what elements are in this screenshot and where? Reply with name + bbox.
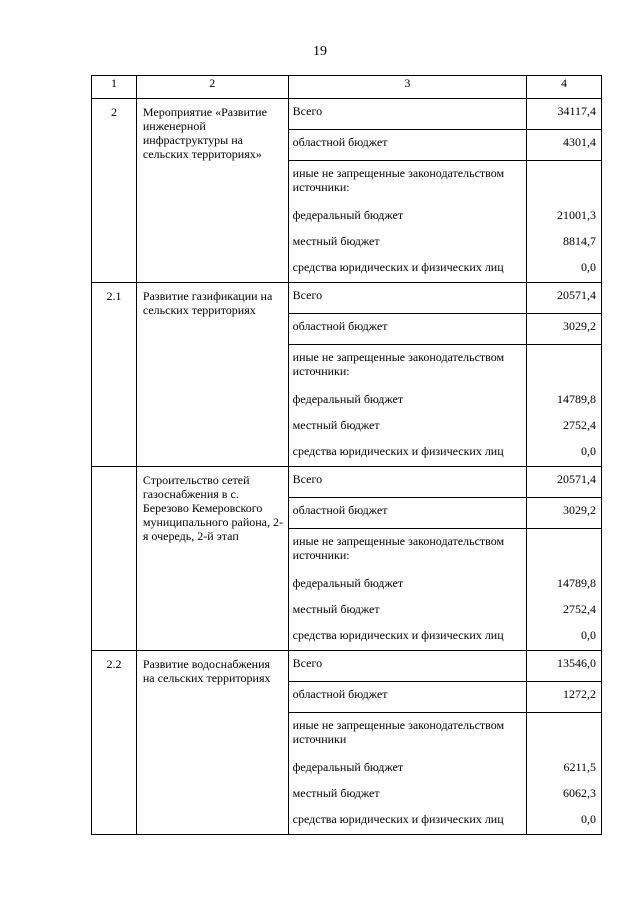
section-number: 2 xyxy=(92,99,137,283)
source-total-value: 20571,4 xyxy=(527,467,602,498)
source-regional-label: областной бюджет xyxy=(288,130,526,161)
source-total-label: Всего xyxy=(288,651,526,682)
source-legal-value: 0,0 xyxy=(581,260,596,274)
section-name: Мероприятие «Развитие инженерной инфраструктуры на сельских территориях» xyxy=(136,99,288,283)
header-col-1: 1 xyxy=(92,76,137,99)
source-total-value: 13546,0 xyxy=(527,651,602,682)
source-breakdown-values xyxy=(527,529,602,651)
source-total-value: 20571,4 xyxy=(527,283,602,314)
source-legal-value: 0,0 xyxy=(581,444,596,458)
section-name: Развитие водоснабжения на сельских территориях xyxy=(136,651,288,835)
source-regional-value: 3029,2 xyxy=(527,498,602,529)
source-other-spacer xyxy=(531,166,596,208)
source-other-spacer xyxy=(531,534,596,576)
source-breakdown-cell xyxy=(288,529,526,651)
source-local-label: местный бюджет xyxy=(292,602,380,616)
source-other-label: иные не запрещенные законодательством источники: xyxy=(292,534,505,562)
source-local-value: 6062,3 xyxy=(563,786,596,800)
header-col-4: 4 xyxy=(527,76,602,99)
source-other-label: иные не запрещенные законодательством источники xyxy=(292,718,505,746)
section-name: Строительство сетей газоснабжения в с. Березово Кемеровского муниципального района, 2-я очередь, 2-й этап xyxy=(136,467,288,651)
table-row xyxy=(92,283,602,314)
source-breakdown-values xyxy=(527,713,602,835)
source-total-label: Всего xyxy=(288,99,526,130)
source-regional-value: 1272,2 xyxy=(527,682,602,713)
source-legal-label: средства юридических и физических лиц xyxy=(292,812,504,826)
source-total-label: Всего xyxy=(288,283,526,314)
header-col-3: 3 xyxy=(288,76,526,99)
source-breakdown-values xyxy=(527,345,602,467)
source-regional-label: областной бюджет xyxy=(288,682,526,713)
source-legal-label: средства юридических и физических лиц xyxy=(292,444,504,458)
source-federal-value: 14789,8 xyxy=(557,392,596,406)
header-col-2: 2 xyxy=(136,76,288,99)
section-name: Развитие газификации на сельских территориях xyxy=(136,283,288,467)
source-local-value: 8814,7 xyxy=(563,234,596,248)
source-local-label: местный бюджет xyxy=(292,234,380,248)
source-local-value: 2752,4 xyxy=(563,602,596,616)
table-header-row xyxy=(92,76,602,99)
source-other-label: иные не запрещенные законодательством источники: xyxy=(292,166,505,194)
source-other-label: иные не запрещенные законодательством источники: xyxy=(292,350,505,378)
source-legal-label: средства юридических и физических лиц xyxy=(292,260,504,274)
source-federal-value: 14789,8 xyxy=(557,576,596,590)
source-federal-label: федеральный бюджет xyxy=(292,576,404,590)
section-number xyxy=(92,467,137,651)
source-regional-value: 3029,2 xyxy=(527,314,602,345)
source-breakdown-cell xyxy=(288,161,526,283)
table-row xyxy=(92,99,602,130)
source-total-value: 34117,4 xyxy=(527,99,602,130)
source-legal-value: 0,0 xyxy=(581,812,596,826)
source-federal-label: федеральный бюджет xyxy=(292,208,404,222)
source-regional-label: областной бюджет xyxy=(288,498,526,529)
source-local-label: местный бюджет xyxy=(292,418,380,432)
source-local-label: местный бюджет xyxy=(292,786,380,800)
budget-table xyxy=(91,75,602,835)
section-number: 2.2 xyxy=(92,651,137,835)
source-legal-value: 0,0 xyxy=(581,628,596,642)
source-legal-label: средства юридических и физических лиц xyxy=(292,628,504,642)
source-breakdown-cell xyxy=(288,345,526,467)
source-federal-label: федеральный бюджет xyxy=(292,392,404,406)
source-federal-label: федеральный бюджет xyxy=(292,760,404,774)
source-local-value: 2752,4 xyxy=(563,418,596,432)
source-regional-label: областной бюджет xyxy=(288,314,526,345)
source-breakdown-cell xyxy=(288,713,526,835)
source-federal-value: 6211,5 xyxy=(563,760,596,774)
source-breakdown-values xyxy=(527,161,602,283)
source-total-label: Всего xyxy=(288,467,526,498)
section-number: 2.1 xyxy=(92,283,137,467)
table-row xyxy=(92,651,602,682)
source-other-spacer xyxy=(531,350,596,392)
source-regional-value: 4301,4 xyxy=(527,130,602,161)
source-federal-value: 21001,3 xyxy=(557,208,596,222)
table-row xyxy=(92,467,602,498)
source-other-spacer xyxy=(531,718,596,760)
page-number: 19 xyxy=(313,44,327,59)
